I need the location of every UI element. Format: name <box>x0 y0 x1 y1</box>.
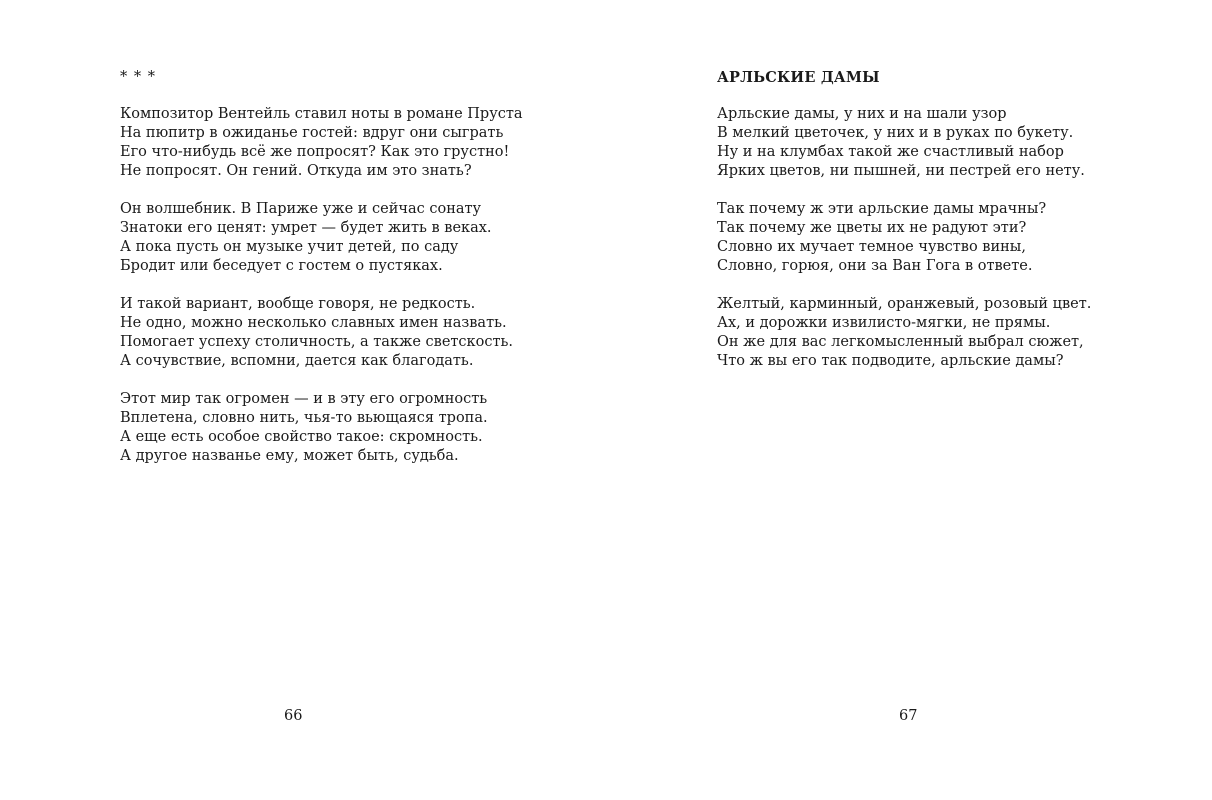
verse-line: Ну и на клумбах такой же счастливый набор <box>717 144 1064 160</box>
verse-line: Помогает успеху столичность, а также светскость. <box>120 334 513 350</box>
verse-line: Он же для вас легкомысленный выбрал сюжет, <box>717 334 1084 350</box>
verse-line: Не одно, можно несколько славных имен назвать. <box>120 315 507 331</box>
verse-line: Композитор Вентейль ставил ноты в романе Пруста <box>120 106 523 122</box>
verse-line: Что ж вы его так подводите, арльские дамы? <box>717 353 1064 369</box>
stanza <box>120 105 523 181</box>
verse-line: А пока пусть он музыке учит детей, по саду <box>120 239 459 255</box>
verse-line: Этот мир так огромен — и в эту его огромность <box>120 391 488 407</box>
stanza <box>120 200 523 276</box>
stanza <box>120 390 523 466</box>
verse-line: Словно их мучает темное чувство вины, <box>717 239 1026 255</box>
verse-line: А еще есть особое свойство такое: скромность. <box>120 429 483 445</box>
right-page-content <box>717 68 1091 390</box>
verse-line: А другое названье ему, может быть, судьба. <box>120 448 459 464</box>
verse-line: Ярких цветов, ни пышней, ни пестрей его нету. <box>717 163 1085 179</box>
verse-line: Его что-нибудь всё же попросят? Как это грустно! <box>120 144 510 160</box>
verse-line: Бродит или беседует с гостем о пустяках. <box>120 258 443 274</box>
verse-line: В мелкий цветочек, у них и в руках по букету. <box>717 125 1074 141</box>
stanza <box>120 295 523 371</box>
page-number: 67 <box>899 708 918 724</box>
verse-line: И такой вариант, вообще говоря, не редкость. <box>120 296 476 312</box>
verse-line: Желтый, карминный, оранжевый, розовый цвет. <box>717 296 1092 312</box>
page-number: 66 <box>284 708 303 724</box>
verse-line: Ах, и дорожки извилисто-мягки, не прямы. <box>717 315 1051 331</box>
verse-line: Так почему ж эти арльские дамы мрачны? <box>717 201 1047 217</box>
verse-line: На пюпитр в ожиданье гостей: вдруг они сыграть <box>120 125 504 141</box>
verse-line: А сочувствие, вспомни, дается как благодать. <box>120 353 474 369</box>
stanza <box>717 105 1091 181</box>
verse-line: Арльские дамы, у них и на шали узор <box>717 106 1007 122</box>
right-page <box>606 0 1212 800</box>
stanza <box>717 200 1091 276</box>
verse-line: Знатоки его ценят: умрет — будет жить в веках. <box>120 220 492 236</box>
poem-title: АРЛЬСКИЕ ДАМЫ <box>717 69 880 86</box>
verse-line: Словно, горюя, они за Ван Гога в ответе. <box>717 258 1033 274</box>
left-page-content <box>120 68 523 485</box>
verse-line: Он волшебник. В Париже уже и сейчас сонату <box>120 201 482 217</box>
verse-line: Не попросят. Он гений. Откуда им это знать? <box>120 163 472 179</box>
verse-line: Так почему же цветы их не радуют эти? <box>717 220 1027 236</box>
verse-line: Вплетена, словно нить, чья-то вьющаяся тропа. <box>120 410 488 426</box>
section-separator: * * * <box>120 69 156 85</box>
stanza <box>717 295 1091 371</box>
